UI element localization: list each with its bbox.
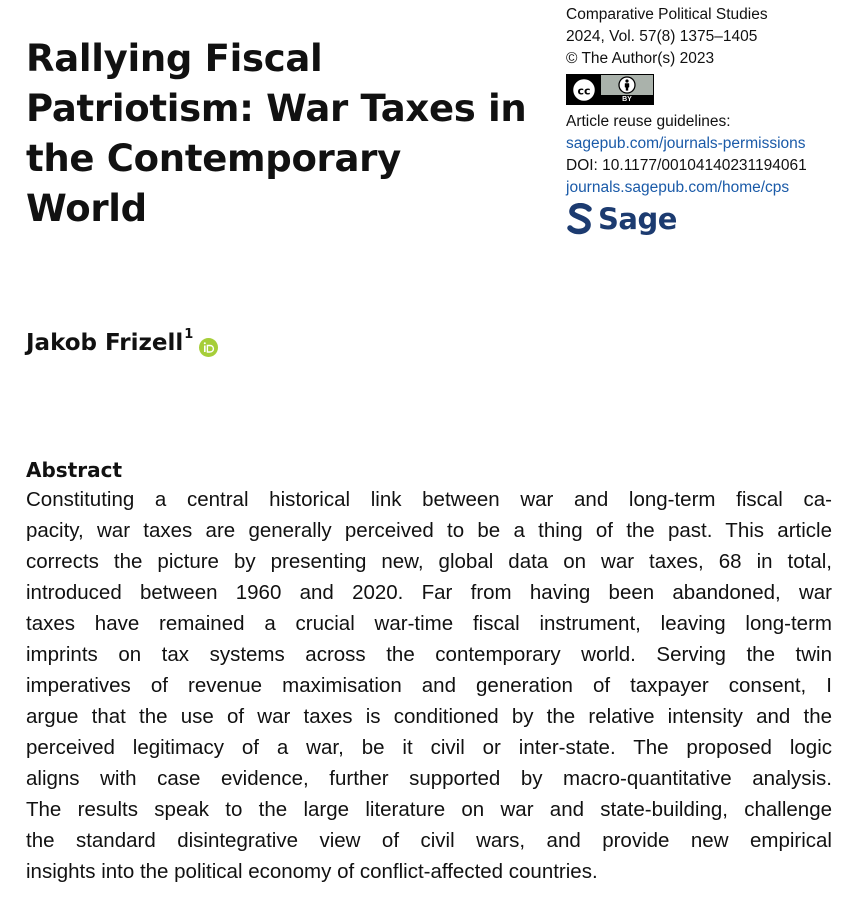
abstract-line: corrects the picture by presenting new, global data on war taxes, 68 in total,: [26, 550, 832, 573]
sage-logo[interactable]: [566, 203, 836, 235]
title-line: World: [26, 187, 147, 230]
reuse-label: Article reuse guidelines:: [566, 113, 731, 130]
volume-pages: 2024, Vol. 57(8) 1375–1405: [566, 28, 758, 45]
by-icon: [601, 75, 653, 104]
abstract-line: aligns with case evidence, further supported by macro-quantitative analysis.: [26, 767, 832, 790]
title-line: Patriotism: War Taxes in: [26, 87, 527, 130]
cc-icon: [567, 75, 601, 104]
abstract-line: Constituting a central historical link between war and long-term fiscal ca-: [26, 488, 832, 511]
abstract-line: the standard disintegrative view of civil wars, and provide new empirical: [26, 829, 832, 852]
doi: DOI: 10.1177/00104140231194061: [566, 157, 807, 174]
copyright: © The Author(s) 2023: [566, 50, 715, 67]
author-line: [26, 326, 218, 367]
abstract-line: introduced between 1960 and 2020. Far from having been abandoned, war: [26, 581, 832, 604]
abstract-line: imprints on tax systems across the contemporary world. Serving the twin: [26, 643, 832, 666]
abstract-body: [26, 484, 832, 887]
abstract-line: pacity, war taxes are generally perceived to be a thing of the past. This article: [26, 519, 832, 542]
abstract-line: perceived legitimacy of a war, be it civil or inter-state. The proposed logic: [26, 736, 832, 759]
reuse-link[interactable]: sagepub.com/journals-permissions: [566, 135, 806, 152]
orcid-icon[interactable]: [199, 333, 218, 367]
by-label: BY: [601, 95, 653, 104]
abstract-heading: Abstract: [26, 458, 123, 482]
publisher-name: Sage: [598, 202, 677, 236]
journal-link[interactable]: journals.sagepub.com/home/cps: [566, 179, 790, 196]
affiliation-marker: 1: [184, 327, 194, 342]
journal-meta-block: [566, 4, 836, 235]
author-name: Jakob Frizell: [26, 330, 184, 356]
cc-glyph: cc: [577, 84, 591, 97]
article-title: [26, 34, 546, 234]
journal-name: Comparative Political Studies: [566, 6, 768, 23]
sage-s-logo-icon: [566, 203, 594, 235]
abstract-line: argue that the use of war taxes is conditioned by the relative intensity and the: [26, 705, 832, 728]
creative-commons-by-icon[interactable]: [566, 74, 654, 105]
abstract-line: taxes have remained a crucial war-time fiscal instrument, leaving long-term: [26, 612, 832, 635]
abstract-line: The results speak to the large literature on war and state-building, challenge: [26, 798, 832, 821]
abstract-line: insights into the political economy of conflict-affected countries.: [26, 860, 598, 883]
abstract-line: imperatives of revenue maximisation and generation of taxpayer consent, I: [26, 674, 832, 697]
abstract-section: [26, 456, 832, 887]
title-line: the Contemporary: [26, 137, 401, 180]
title-line: Rallying Fiscal: [26, 37, 323, 80]
